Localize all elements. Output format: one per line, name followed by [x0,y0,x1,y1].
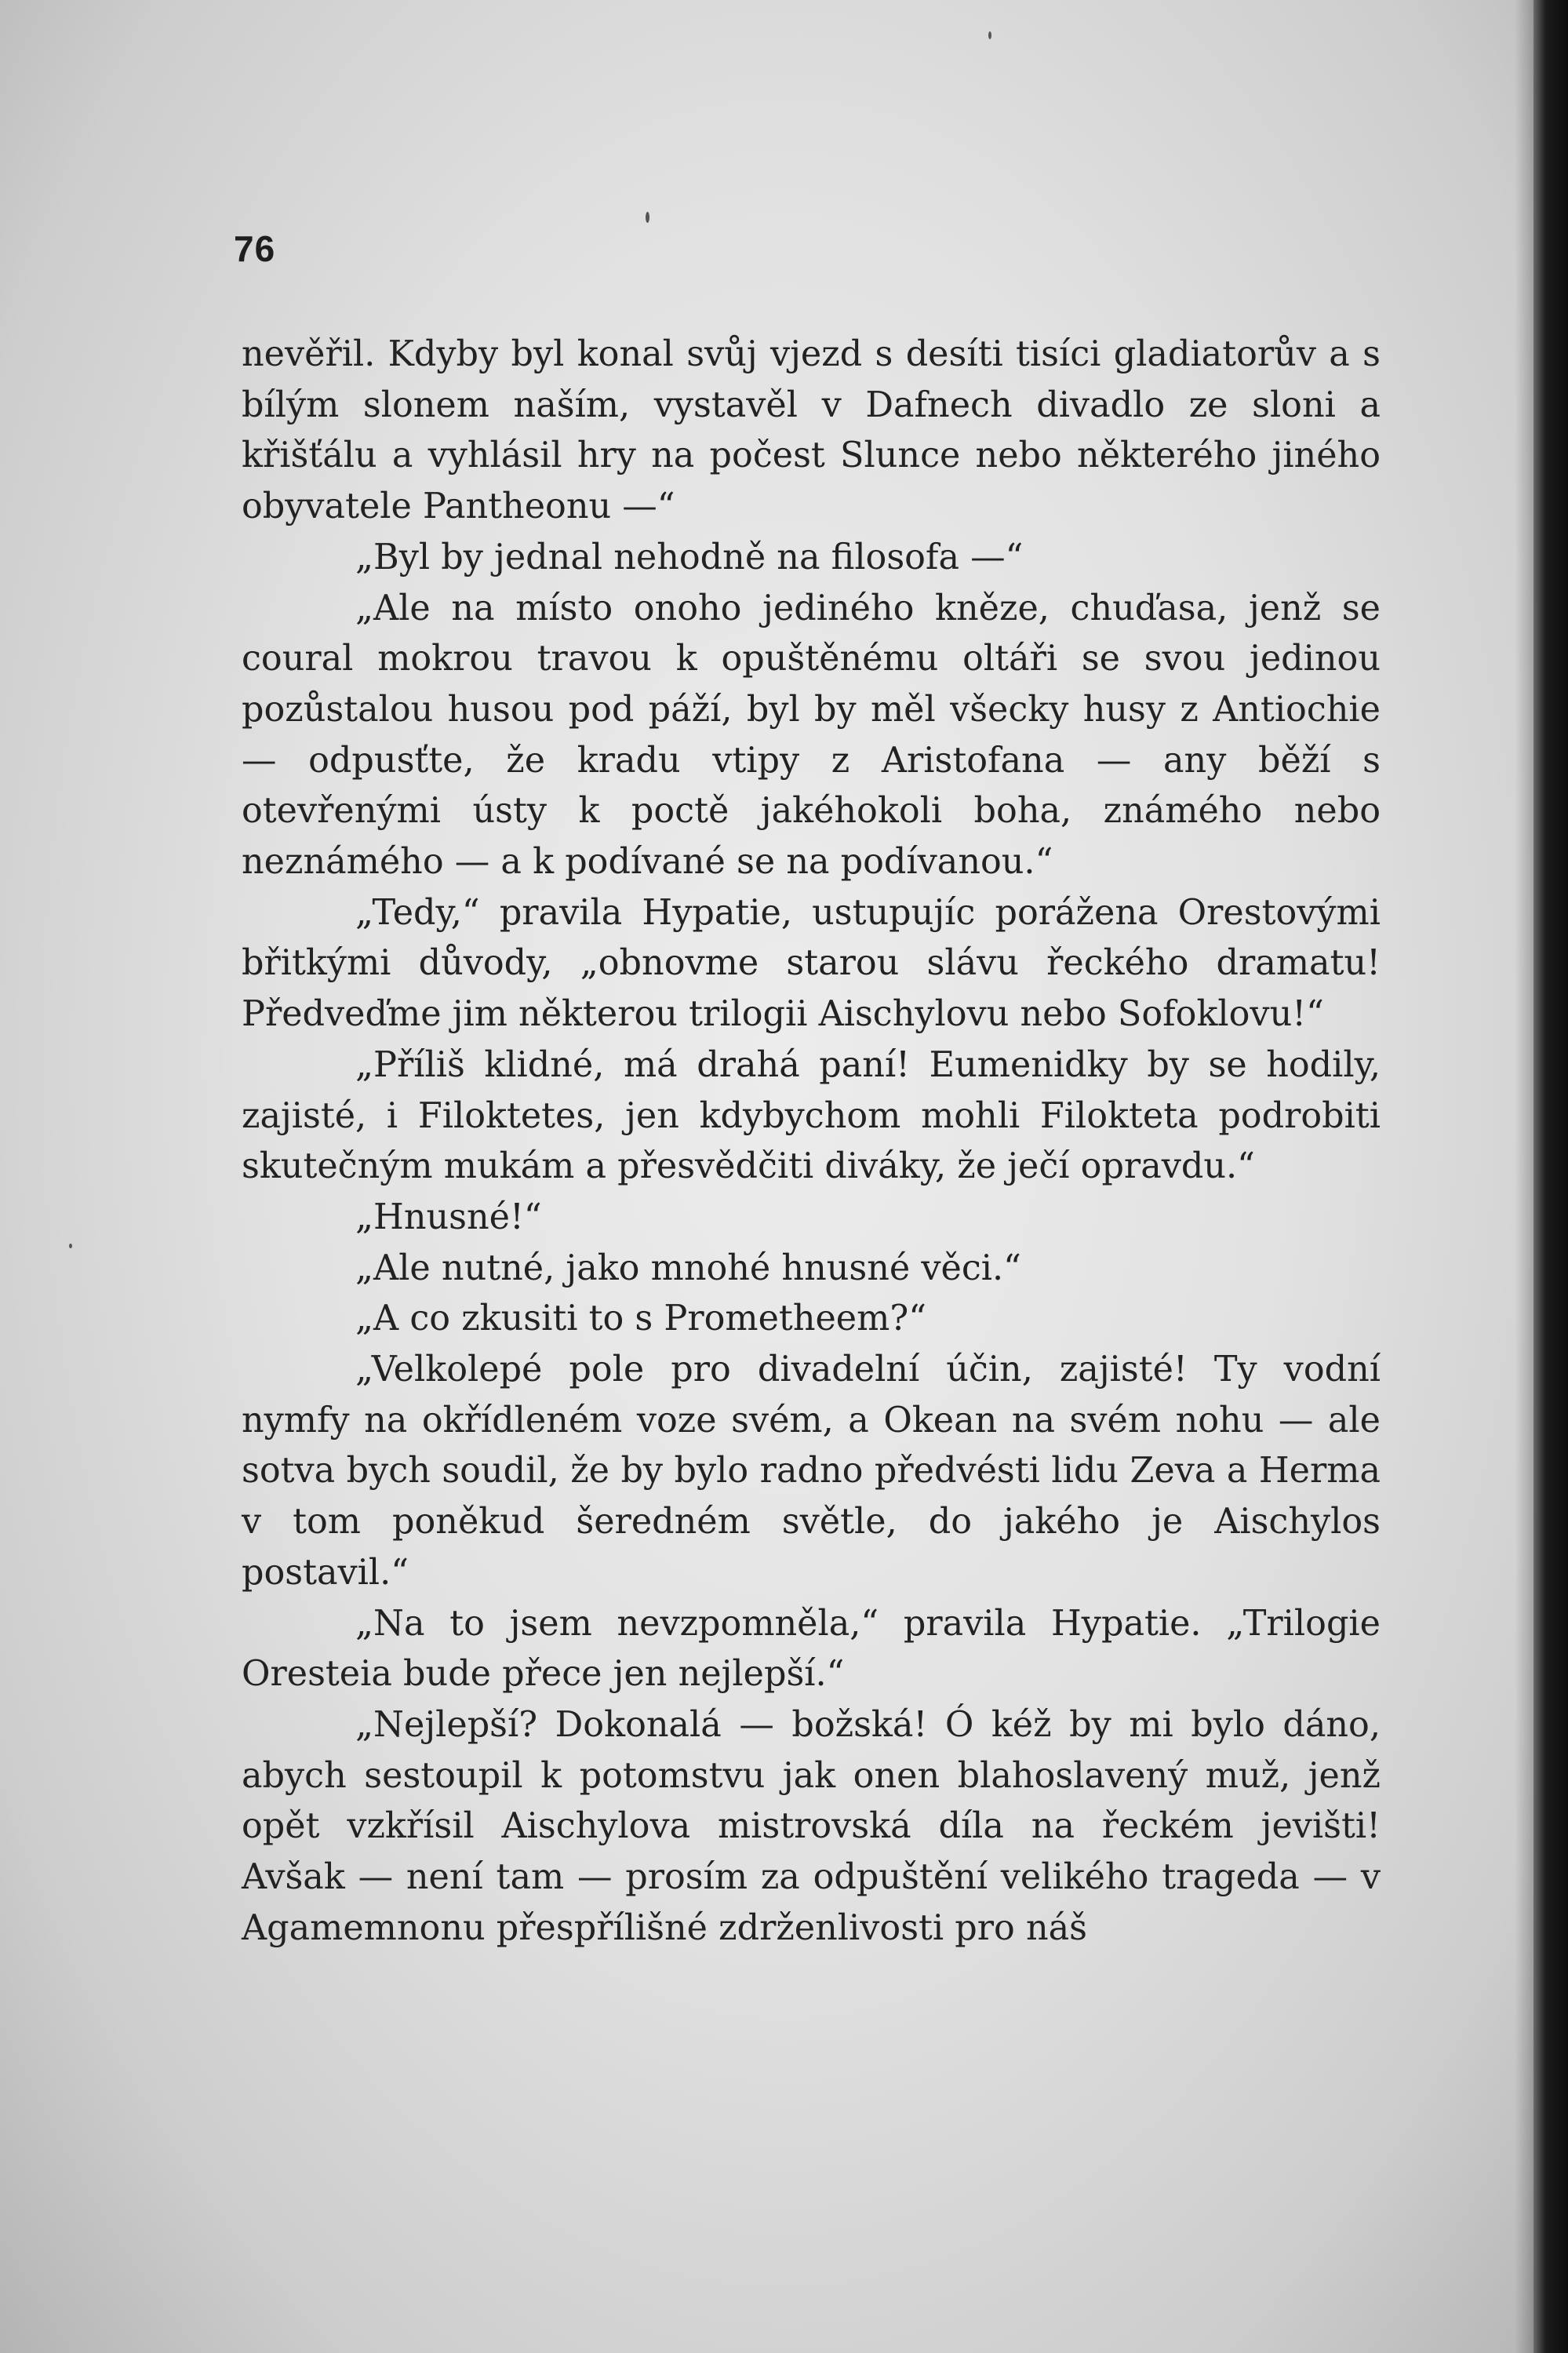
paragraph: „Nejlepší? Dokonalá — božská! Ó kéž by mi bylo dáno, abych sestoupil k potomstvu jak onen blahoslavený muž, jenž opět vzkřísil Aischylova mistrovská díla na řeckém jevišti! Avšak — není tam — prosím za odpuštění velikého trageda — v Agamemnonu přespřílišné zdrženlivosti pro náš [242,1704,1381,1948]
dust-speck [69,1244,72,1248]
paragraph: „A co zkusiti to s Prometheem?“ [355,1299,926,1339]
book-spine-edge [1533,0,1568,2353]
dust-speck [646,212,649,223]
paragraph: „Hnusné!“ [355,1197,542,1237]
paragraph: „Ale na místo onoho jediného kněze, chuďasa, jenž se coural mokrou travou k opuštěnému oltáři se svou jedinou pozůstalou husou pod páží, byl by měl všecky husy z Antiochie — odpusťte, že kradu vtipy z Aristofana — any běží s otevřenými ústy k poctě jakéhokoli boha, známého nebo neznámého — a k podívané se na podívanou.“ [242,588,1381,883]
paragraph: „Na to jsem nevzpomněla,“ pravila Hypatie. „Trilogie Oresteia bude přece jen nejlepší.“ [242,1603,1381,1695]
page-number: 76 [234,228,276,269]
dust-speck [988,31,991,39]
paragraph: „Ale nutné, jako mnohé hnusné věci.“ [355,1248,1021,1288]
text-body [242,330,1381,1954]
book-spine-shadow [1515,0,1533,2353]
paragraph: „Velkolepé pole pro divadelní účin, zajisté! Ty vodní nymfy na okřídleném voze svém, a Okean na svém nohu — ale sotva bych soudil, že by bylo radno předvésti lidu Zeva a Herma v tom poněkud šeredném světle, do jakého je Aischylos postavil.“ [242,1350,1381,1593]
paragraph: „Byl by jednal nehodně na filosofa —“ [355,537,1024,577]
paragraph: „Příliš klidné, má drahá paní! Eumenidky by se hodily, zajisté, i Filoktetes, jen kdybychom mohli Filokteta podrobiti skutečným mukám a přesvědčiti diváky, že ječí opravdu.“ [242,1044,1381,1187]
paragraph: „Tedy,“ pravila Hypatie, ustupujíc porážena Orestovými břitkými důvody, „obnovme starou slávu řeckého dramatu! Předveďme jim některou trilogii Aischylovu nebo Sofoklovu!“ [242,892,1381,1035]
paragraph: nevěřil. Kdyby byl konal svůj vjezd s desíti tisíci gladiatorův a s bílým slonem naším, vystavěl v Dafnech divadlo ze sloni a křišťálu a vyhlásil hry na počest Slunce nebo některého jiného obyvatele Pantheonu —“ [242,334,1381,527]
